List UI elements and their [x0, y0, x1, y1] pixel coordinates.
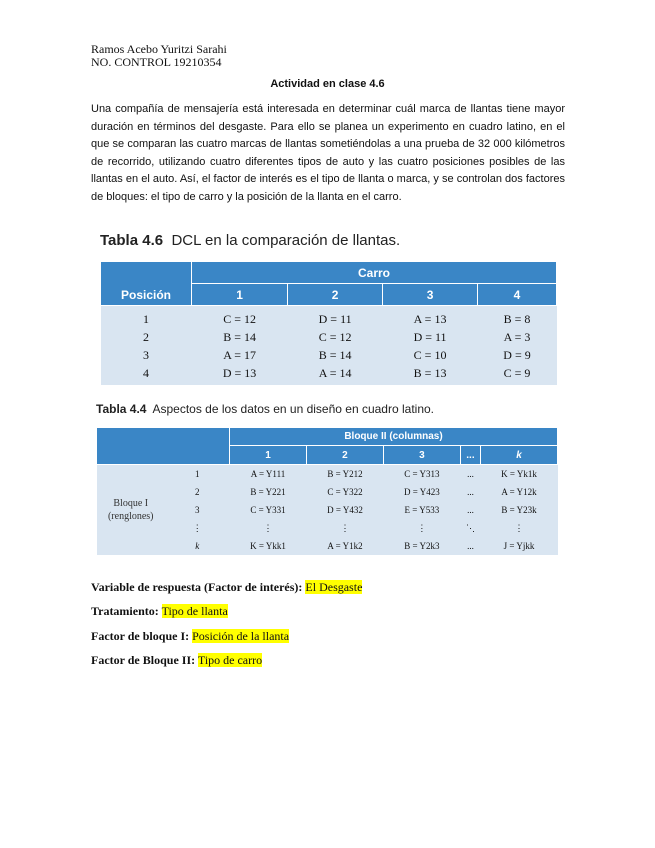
- row-position: 1: [101, 306, 192, 329]
- table-cell: B = 14: [192, 328, 288, 346]
- table-cell: B = Y2k3: [383, 537, 460, 555]
- table-cell: C = Y313: [383, 465, 460, 484]
- block2-group-header: Bloque II (columnas): [230, 428, 558, 446]
- table-row: [101, 346, 557, 364]
- table-cell: D = 9: [478, 346, 557, 364]
- table-row: [101, 328, 557, 346]
- table-cell: ...: [460, 501, 480, 519]
- answer-value: El Desgaste: [305, 580, 363, 594]
- table-cell: J = Yjkk: [481, 537, 558, 555]
- table-cell: D = 11: [383, 328, 478, 346]
- row-index: ⋮: [165, 519, 230, 537]
- table-cell: ...: [460, 537, 480, 555]
- table-cell: D = 11: [288, 306, 383, 329]
- table2-caption: [96, 402, 434, 416]
- table-cell: A = Y1k2: [306, 537, 383, 555]
- table-cell: B = 13: [383, 364, 478, 385]
- column-header: 2: [306, 446, 383, 465]
- column-header: ...: [460, 446, 480, 465]
- answer-label: Variable de respuesta (Factor de interés):: [91, 580, 303, 594]
- car-column-3: 3: [383, 284, 478, 306]
- table-cell: A = 13: [383, 306, 478, 329]
- table-cell: A = 17: [192, 346, 288, 364]
- table-cell: D = 13: [192, 364, 288, 385]
- table1-caption: [100, 232, 400, 249]
- column-header: 1: [230, 446, 307, 465]
- table-cell: ⋮: [306, 519, 383, 537]
- column-header: 3: [383, 446, 460, 465]
- corner-header: [97, 428, 230, 465]
- column-header: k: [481, 446, 558, 465]
- table-row: [97, 519, 558, 537]
- table-cell: ...: [460, 483, 480, 501]
- table-row: [101, 306, 557, 329]
- table-cell: E = Y533: [383, 501, 460, 519]
- table-cell: A = 14: [288, 364, 383, 385]
- table-cell: A = Y111: [230, 465, 307, 484]
- table-cell: B = Y212: [306, 465, 383, 484]
- control-number: NO. CONTROL 19210354: [91, 55, 222, 69]
- answer-response-variable: [91, 580, 362, 594]
- table-row: [97, 537, 558, 555]
- position-header: Posición: [101, 262, 192, 306]
- table-cell: ⋮: [230, 519, 307, 537]
- table-cell: ...: [460, 465, 480, 484]
- row-index: 3: [165, 501, 230, 519]
- row-position: 4: [101, 364, 192, 385]
- table-cell: D = Y432: [306, 501, 383, 519]
- table-cell: A = Y12k: [481, 483, 558, 501]
- answer-label: Factor de bloque I:: [91, 629, 190, 643]
- car-column-4: 4: [478, 284, 557, 306]
- table1-caption-text: DCL en la comparación de llantas.: [171, 232, 401, 249]
- table-cell: C = 12: [288, 328, 383, 346]
- table-cell: C = 10: [383, 346, 478, 364]
- row-position: 2: [101, 328, 192, 346]
- answer-label: Factor de Bloque II:: [91, 653, 196, 667]
- answer-block-factor-2: [91, 653, 262, 667]
- block1-label-line2: (renglones): [107, 511, 154, 522]
- table-cell: B = Y23k: [481, 501, 558, 519]
- table-cell: A = 3: [478, 328, 557, 346]
- row-position: 3: [101, 346, 192, 364]
- answer-value: Posición de la llanta: [192, 629, 290, 643]
- table-cell: ⋱: [460, 519, 480, 537]
- table2-caption-label: Tabla 4.4: [96, 402, 147, 416]
- answer-value: Tipo de llanta: [161, 604, 228, 618]
- student-name: Ramos Acebo Yuritzi Sarahi: [91, 42, 227, 56]
- table-cell: K = Yk1k: [481, 465, 558, 484]
- table-row: [101, 364, 557, 385]
- page-title: Actividad en clase 4.6: [270, 78, 385, 90]
- table-cell: K = Ykk1: [230, 537, 307, 555]
- table2-caption-text: Aspectos de los datos en un diseño en cuadro latino.: [152, 402, 435, 416]
- table-cell: B = 14: [288, 346, 383, 364]
- block1-label-line1: Bloque I: [113, 498, 149, 509]
- answer-value: Tipo de carro: [197, 653, 263, 667]
- table-cell: B = Y221: [230, 483, 307, 501]
- table-row: [97, 501, 558, 519]
- car-column-1: 1: [192, 284, 288, 306]
- answer-treatment: [91, 604, 228, 618]
- problem-paragraph: Una compañía de mensajería está interesada en determinar cuál marca de llantas tiene mayor duración en términos del desgaste. Para ello se planea un experimento en cuadro latino, en el que se comparan las cuatro marcas de llantas sometiéndolas a una prueba de 32 000 kilómetros de recorrido, utilizando cuatro diferentes tipos de auto y las cuatro posiciones posibles de las llantas en el auto. Así, el factor de interés es el tipo de llanta o marca, y se controlan dos factores de bloques: el tipo de carro y la posición de la llanta en el carro.: [91, 103, 565, 203]
- table-cell: C = Y331: [230, 501, 307, 519]
- car-column-2: 2: [288, 284, 383, 306]
- table-cell: B = 8: [478, 306, 557, 329]
- row-index: 1: [165, 465, 230, 484]
- table-cell: D = Y423: [383, 483, 460, 501]
- car-group-header: Carro: [192, 262, 557, 284]
- answer-label: Tratamiento:: [91, 604, 159, 618]
- block1-label: [97, 465, 166, 556]
- table-cell: ⋮: [383, 519, 460, 537]
- tire-comparison-table: [100, 261, 557, 385]
- table-cell: C = 12: [192, 306, 288, 329]
- table-row: [97, 483, 558, 501]
- answer-block-factor-1: [91, 629, 289, 643]
- table-row: [97, 465, 558, 484]
- latin-square-aspects-table: [96, 427, 558, 555]
- table-cell: C = Y322: [306, 483, 383, 501]
- table1-caption-label: Tabla 4.6: [100, 232, 164, 249]
- table-cell: C = 9: [478, 364, 557, 385]
- row-index: 2: [165, 483, 230, 501]
- row-index: k: [165, 537, 230, 555]
- table-cell: ⋮: [481, 519, 558, 537]
